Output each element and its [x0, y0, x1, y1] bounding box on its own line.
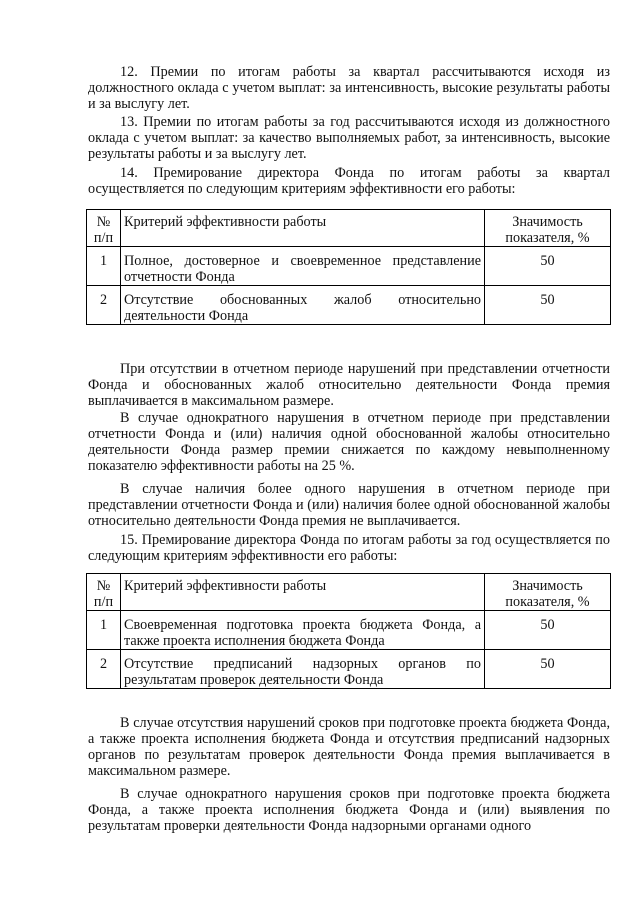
- paragraph-12: 12. Премии по итогам работы за квартал рассчитываются исходя из должностного оклада с учетом выплат: за интенсивность, высокие результаты работы и за выслугу лет.: [88, 64, 610, 112]
- row-num: 1: [87, 247, 121, 286]
- row-value: 50: [485, 286, 611, 325]
- header-num: № п/п: [87, 210, 121, 247]
- row-criterion: Полное, достоверное и своевременное представление отчетности Фонда: [121, 247, 485, 286]
- paragraph-single-deadline-violation: В случае однократного нарушения сроков при подготовке проекта бюджета Фонда, а также проекта исполнения бюджета Фонда и (или) выявления по результатам проверки деятельности Фонда надзорными органами одного: [88, 786, 610, 834]
- criteria-table-year: [86, 573, 611, 689]
- paragraph-14: 14. Премирование директора Фонда по итогам работы за квартал осуществляется по следующим критериям эффективности его работы:: [88, 165, 610, 197]
- row-value: 50: [485, 650, 611, 689]
- row-value: 50: [485, 247, 611, 286]
- header-criterion: Критерий эффективности работы: [121, 574, 485, 611]
- paragraph-15: 15. Премирование директора Фонда по итогам работы за год осуществляется по следующим критериям эффективности его работы:: [88, 532, 610, 564]
- table-row: [87, 286, 611, 325]
- criteria-table-quarter: [86, 209, 611, 325]
- header-value: Значимость показателя, %: [485, 210, 611, 247]
- paragraph-no-deadline-violations: В случае отсутствия нарушений сроков при подготовке проекта бюджета Фонда, а также проекта исполнения бюджета Фонда и отсутствия предписаний надзорных органов по результатам проверок деятельности Фонда премия выплачивается в максимальном размере.: [88, 715, 610, 779]
- paragraph-multiple-violations: В случае наличия более одного нарушения в отчетном периоде при представлении отчетности Фонда и (или) наличия более одной обоснованной жалобы относительно деятельности Фонда премия не выплачивается.: [88, 481, 610, 529]
- row-criterion: Отсутствие предписаний надзорных органов по результатам проверок деятельности Фонда: [121, 650, 485, 689]
- header-criterion: Критерий эффективности работы: [121, 210, 485, 247]
- row-criterion: Отсутствие обоснованных жалоб относительно деятельности Фонда: [121, 286, 485, 325]
- paragraph-no-violations: При отсутствии в отчетном периоде нарушений при представлении отчетности Фонда и обоснованных жалоб относительно деятельности Фонда премия выплачивается в максимальном размере.: [88, 361, 610, 409]
- table-header-row: [87, 574, 611, 611]
- header-value: Значимость показателя, %: [485, 574, 611, 611]
- table-row: [87, 247, 611, 286]
- row-num: 1: [87, 611, 121, 650]
- table-row: [87, 650, 611, 689]
- table-header-row: [87, 210, 611, 247]
- paragraph-single-violation: В случае однократного нарушения в отчетном периоде при представлении отчетности Фонда и (или) наличия одной обоснованной жалобы относительно деятельности Фонда размер премии снижается по каждому невыполненному показателю эффективности работы на 25 %.: [88, 410, 610, 474]
- table-row: [87, 611, 611, 650]
- row-num: 2: [87, 286, 121, 325]
- header-num: № п/п: [87, 574, 121, 611]
- row-num: 2: [87, 650, 121, 689]
- row-value: 50: [485, 611, 611, 650]
- paragraph-13: 13. Премии по итогам работы за год рассчитываются исходя из должностного оклада с учетом выплат: за качество выполняемых работ, за интенсивность, высокие результаты работы и за выслугу лет.: [88, 114, 610, 162]
- row-criterion: Своевременная подготовка проекта бюджета Фонда, а также проекта исполнения бюджета Фонда: [121, 611, 485, 650]
